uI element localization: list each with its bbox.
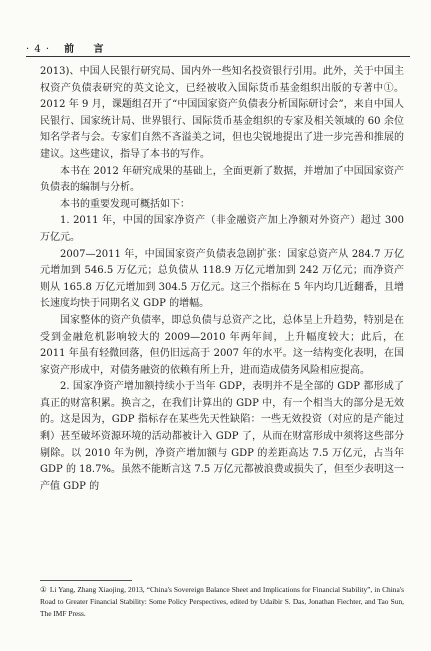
paragraph: 2013)、中国人民银行研究局、国内外一些知名投资银行引用。此外，关于中国主权资产负债表研究的英文论文，已经被收入国际货币基金组织出版的专著中①。2012 年 9 月，课题组召开了“中国国家资产负债表分析国际研讨会”，来自中国人民银行、国家统计局、世界银行、国际货币基金组织的专家及相关领域的 60 余位知名学者与会。专家们自然不吝溢美之词，但也尖锐地提出了进一步完善和推展的建议。这些建议，指导了本书的写作。: [40, 66, 404, 160]
paragraph: 本书的重要发现可概括如下：: [60, 198, 190, 210]
main-text: [40, 64, 404, 495]
paragraph: 1. 2011 年，中国的国家净资产（非金融资产加上净额对外资产）超过 300 万亿元。: [40, 215, 404, 243]
footnote-mark: ①: [40, 585, 47, 594]
paragraph: 2007—2011 年，中国国家资产负债表急剧扩张：国家总资产从 284.7 万亿元增加到 546.5 万亿元；总负债从 118.9 万亿元增加到 242 万亿元；而净资产则从 165.8 万亿元增加到 304.5 万亿元。这三个指标在 5 年内均几近翻番，且增长速度均快于同期名义 GDP 的增幅。: [40, 248, 404, 310]
paragraph: 本书在 2012 年研究成果的基础上，全面更新了数据，并增加了中国国家资产负债表的编制与分析。: [40, 165, 404, 194]
header-rule: [26, 56, 410, 57]
running-header: [26, 40, 406, 55]
page-number: · 4 ·: [26, 44, 51, 55]
footnote-rule: [40, 580, 132, 581]
footnote-text: Li Yang, Zhang Xiaojing, 2013, “China's Sovereign Balance Sheet and Implications for Financial Stability”, in China's Road to Greater Financial Stability: Some Policy Perspectives, edited by Udaibir S. Das, Jonathan Fiechter, and Tao Sun, The IMF Press.: [40, 585, 404, 618]
paragraph: 国家整体的资产负债率，即总负债与总资产之比，总体呈上升趋势，特别是在受到金融危机影响较大的 2009—2010 年两年间，上升幅度较大；此后，在 2011 年虽有轻微回落，但仍旧远高于 2007 年的水平。这一结构变化表明，在国家资产形成中，对债务融资的依赖有所上升，进而造成债务风险相应提高。: [40, 314, 404, 376]
section-title: 前 言: [64, 44, 112, 55]
paragraph: 2. 国家净资产增加额持续小于当年 GDP，表明并不是全部的 GDP 都形成了真正的财富积累。换言之，在我们计算出的 GDP 中，有一个相当大的部分是无效的。这是因为，GDP 指标存在某些先天性缺陷：一些无效投资（对应的是产能过剩）甚至破坏资源环境的活动都被计入 GDP 了，从而在财富形成中须将这些部分剔除。以 2010 年为例，净资产增加额与 GDP 的差距高达 7.5 万亿元，占当年 GDP 的 18.7%。虽然不能断言这 7.5 万亿元都被浪费或损失了，但至少表明这一产值 GDP 的: [40, 381, 404, 492]
footnote: [40, 584, 404, 619]
